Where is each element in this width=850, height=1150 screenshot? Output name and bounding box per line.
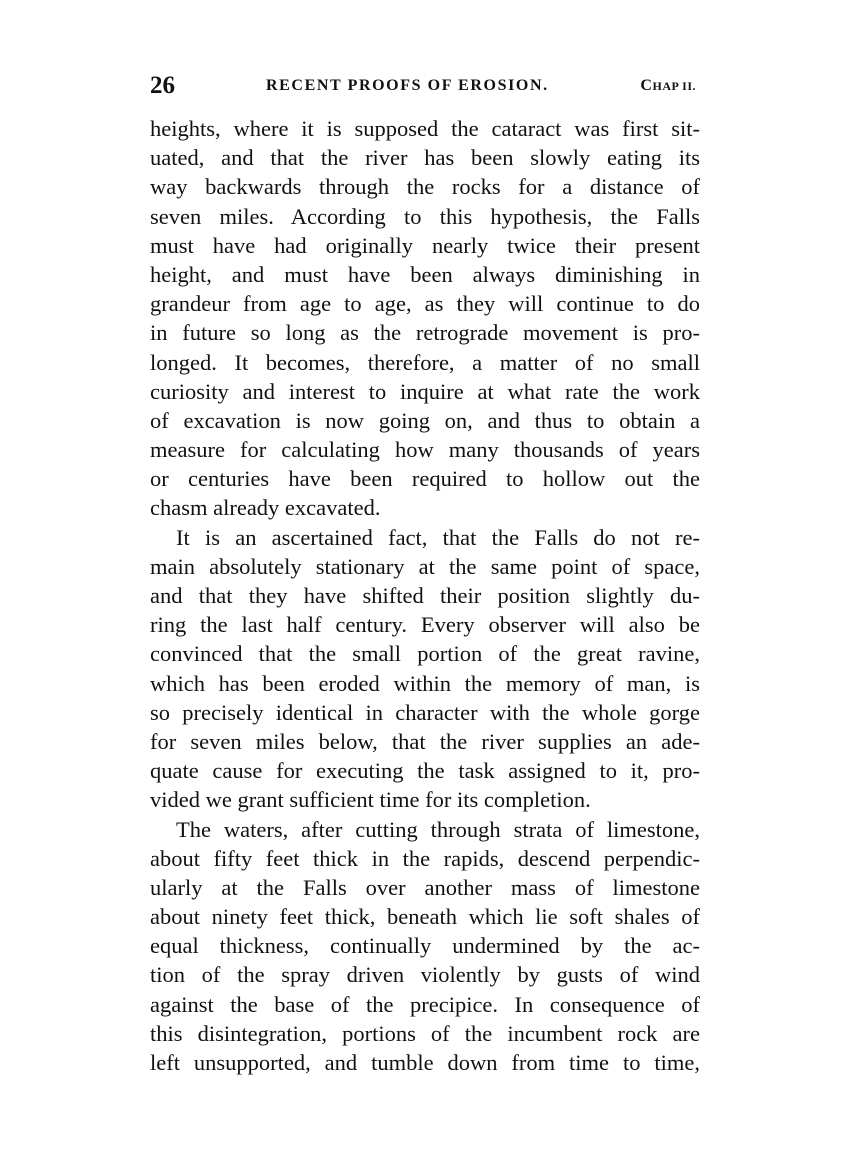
text-line: grandeur from age to age, as they will continue to do (150, 291, 700, 317)
text-line: It is an ascertained fact, that the Falls do not re- (176, 524, 700, 550)
text-line: tion of the spray driven violently by gusts of wind (150, 962, 700, 988)
text-line: main absolutely stationary at the same point of space, (150, 553, 700, 579)
text-line: quate cause for executing the task assigned to it, pro- (150, 758, 700, 784)
text-line: convinced that the small portion of the great ravine, (150, 641, 700, 667)
paragraph-2 (150, 523, 700, 815)
body-text (150, 114, 700, 1077)
running-header (150, 66, 700, 106)
text-line: way backwards through the rocks for a distance of (150, 174, 700, 200)
running-title: RECENT PROOFS OF EROSION. (266, 77, 549, 94)
text-line: and that they have shifted their position slightly du- (150, 583, 700, 608)
text-line: against the base of the precipice. In consequence of (150, 991, 700, 1017)
text-line: in future so long as the retrograde movement is pro- (150, 320, 700, 346)
text-line: which has been eroded within the memory of man, is (150, 670, 700, 696)
text-line: so precisely identical in character with the whole gorge (150, 699, 700, 725)
text-line: about fifty feet thick in the rapids, descend perpendic- (150, 845, 700, 871)
book-page (150, 66, 700, 1077)
chapter-label-rest: HAP II. (652, 79, 696, 93)
text-line: this disintegration, portions of the incumbent rock are (150, 1020, 700, 1046)
text-line: or centuries have been required to hollow out the (150, 466, 700, 492)
page-number: 26 (150, 72, 175, 99)
text-line: ularly at the Falls over another mass of limestone (150, 874, 700, 900)
text-line: The waters, after cutting through strata of limestone, (176, 816, 700, 842)
text-line: equal thickness, continually undermined by the ac- (150, 933, 700, 959)
text-line: left unsupported, and tumble down from time to time, (150, 1050, 700, 1075)
text-line: curiosity and interest to inquire at what rate the work (150, 378, 700, 404)
text-line: longed. It becomes, therefore, a matter of no small (150, 349, 700, 375)
text-line: ring the last half century. Every observer will also be (150, 612, 700, 638)
text-line: chasm already excavated. (150, 495, 381, 521)
text-line: measure for calculating how many thousands of years (150, 437, 700, 463)
text-line: height, and must have been always diminishing in (150, 261, 700, 287)
text-line: must have had originally nearly twice their present (150, 232, 700, 258)
text-line: about ninety feet thick, beneath which lie soft shales of (150, 904, 700, 930)
chapter-label (640, 66, 696, 106)
text-line: for seven miles below, that the river supplies an ade- (150, 728, 700, 754)
paragraph-3 (150, 815, 700, 1078)
text-line: heights, where it is supposed the cataract was first sit- (150, 116, 700, 141)
text-line: seven miles. According to this hypothesis, the Falls (150, 203, 700, 229)
text-line: vided we grant sufficient time for its completion. (150, 787, 591, 813)
paragraph-1 (150, 114, 700, 523)
chapter-label-cap: C (640, 77, 653, 94)
text-line: of excavation is now going on, and thus to obtain a (150, 407, 700, 433)
text-line: uated, and that the river has been slowly eating its (150, 145, 700, 171)
